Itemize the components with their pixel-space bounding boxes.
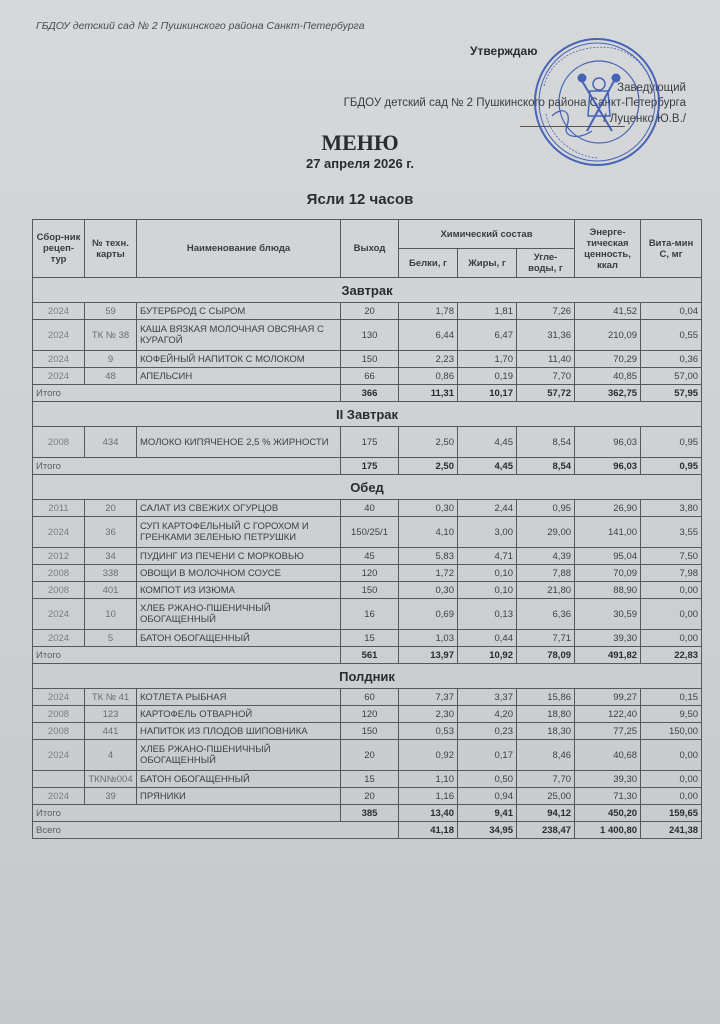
fats-cell: 0,13 — [458, 599, 517, 630]
output-cell: 15 — [341, 630, 399, 647]
output-cell: 175 — [341, 427, 399, 458]
carbs-cell: 7,71 — [517, 630, 575, 647]
dish-name-cell: БАТОН ОБОГАЩЕННЫЙ — [137, 630, 341, 647]
energy-cell: 26,90 — [575, 500, 641, 517]
total-carbs: 94,12 — [517, 805, 575, 822]
fats-cell: 4,20 — [458, 706, 517, 723]
proteins-cell: 7,37 — [399, 689, 458, 706]
fats-cell: 0,94 — [458, 788, 517, 805]
carbs-cell: 8,46 — [517, 740, 575, 771]
proteins-cell: 2,50 — [399, 427, 458, 458]
total-label: Итого — [33, 805, 341, 822]
meal-section-row — [33, 278, 702, 303]
grand-total-proteins: 41,18 — [399, 822, 458, 839]
proteins-cell: 1,16 — [399, 788, 458, 805]
dish-row — [33, 500, 702, 517]
section-total-row — [33, 805, 702, 822]
group-name: Ясли 12 часов — [306, 191, 414, 208]
head-role: Заведующий — [617, 82, 686, 94]
grand-total-vitamin-c: 241,38 — [641, 822, 702, 839]
carbs-cell: 6,36 — [517, 599, 575, 630]
recipe-collection-cell: 2024 — [33, 303, 85, 320]
recipe-collection-cell: 2008 — [33, 706, 85, 723]
output-cell: 16 — [341, 599, 399, 630]
dish-name-cell: ПРЯНИКИ — [137, 788, 341, 805]
output-cell: 150 — [341, 723, 399, 740]
fats-cell: 3,00 — [458, 517, 517, 548]
total-energy: 362,75 — [575, 385, 641, 402]
dish-name-cell: КОФЕЙНЫЙ НАПИТОК С МОЛОКОМ — [137, 351, 341, 368]
head-organization: ГБДОУ детский сад № 2 Пушкинского района Санкт-Петербурга — [343, 97, 686, 109]
dish-name-cell: БУТЕРБРОД С СЫРОМ — [137, 303, 341, 320]
output-cell: 66 — [341, 368, 399, 385]
vitamin-c-cell: 150,00 — [641, 723, 702, 740]
output-cell: 60 — [341, 689, 399, 706]
recipe-collection-cell: 2008 — [33, 565, 85, 582]
grand-total-label: Всего — [33, 822, 399, 839]
dish-row — [33, 351, 702, 368]
fats-cell: 3,37 — [458, 689, 517, 706]
dish-name-cell: АПЕЛЬСИН — [137, 368, 341, 385]
dish-row — [33, 303, 702, 320]
tech-card-cell: 338 — [85, 565, 137, 582]
carbs-cell: 11,40 — [517, 351, 575, 368]
vitamin-c-cell: 0,00 — [641, 582, 702, 599]
fats-cell: 1,81 — [458, 303, 517, 320]
fats-cell: 2,44 — [458, 500, 517, 517]
carbs-cell: 7,26 — [517, 303, 575, 320]
section-total-row — [33, 647, 702, 664]
fats-cell: 0,10 — [458, 582, 517, 599]
proteins-cell: 0,53 — [399, 723, 458, 740]
recipe-collection-cell: 2024 — [33, 368, 85, 385]
column-header-tech-card: № техн. карты — [85, 220, 137, 278]
menu-table — [32, 219, 702, 839]
tech-card-cell: ТК № 41 — [85, 689, 137, 706]
total-fats: 4,45 — [458, 458, 517, 475]
dish-row — [33, 599, 702, 630]
carbs-cell: 21,80 — [517, 582, 575, 599]
carbs-cell: 7,70 — [517, 771, 575, 788]
total-vitamin-c: 57,95 — [641, 385, 702, 402]
vitamin-c-cell: 3,80 — [641, 500, 702, 517]
carbs-cell: 18,80 — [517, 706, 575, 723]
total-output: 385 — [341, 805, 399, 822]
total-proteins: 13,40 — [399, 805, 458, 822]
column-header-output: Выход — [341, 220, 399, 278]
recipe-collection-cell: 2024 — [33, 689, 85, 706]
column-header-vitamin-c: Вита-мин С, мг — [641, 220, 702, 278]
energy-cell: 88,90 — [575, 582, 641, 599]
total-proteins: 11,31 — [399, 385, 458, 402]
energy-cell: 70,09 — [575, 565, 641, 582]
dish-row — [33, 740, 702, 771]
total-proteins: 13,97 — [399, 647, 458, 664]
carbs-cell: 15,86 — [517, 689, 575, 706]
meal-section-row — [33, 664, 702, 689]
column-header-proteins: Белки, г — [399, 249, 458, 278]
energy-cell: 141,00 — [575, 517, 641, 548]
total-carbs: 8,54 — [517, 458, 575, 475]
dish-name-cell: КОМПОТ ИЗ ИЗЮМА — [137, 582, 341, 599]
dish-row — [33, 771, 702, 788]
output-cell: 120 — [341, 706, 399, 723]
grand-total-row — [33, 822, 702, 839]
dish-row — [33, 517, 702, 548]
vitamin-c-cell: 9,50 — [641, 706, 702, 723]
section-total-row — [33, 458, 702, 475]
proteins-cell: 0,30 — [399, 582, 458, 599]
recipe-collection-cell: 2011 — [33, 500, 85, 517]
dish-name-cell: КАША ВЯЗКАЯ МОЛОЧНАЯ ОВСЯНАЯ С КУРАГОЙ — [137, 320, 341, 351]
tech-card-cell: 9 — [85, 351, 137, 368]
meal-section-title: II Завтрак — [33, 402, 702, 427]
vitamin-c-cell: 0,00 — [641, 788, 702, 805]
dish-name-cell: МОЛОКО КИПЯЧЕНОЕ 2,5 % ЖИРНОСТИ — [137, 427, 341, 458]
proteins-cell: 0,86 — [399, 368, 458, 385]
fats-cell: 0,17 — [458, 740, 517, 771]
energy-cell: 70,29 — [575, 351, 641, 368]
column-header-dish-name: Наименование блюда — [137, 220, 341, 278]
dish-row — [33, 689, 702, 706]
recipe-collection-cell: 2024 — [33, 351, 85, 368]
carbs-cell: 4,39 — [517, 548, 575, 565]
energy-cell: 39,30 — [575, 771, 641, 788]
proteins-cell: 4,10 — [399, 517, 458, 548]
vitamin-c-cell: 7,50 — [641, 548, 702, 565]
energy-cell: 95,04 — [575, 548, 641, 565]
dish-row — [33, 427, 702, 458]
vitamin-c-cell: 0,36 — [641, 351, 702, 368]
energy-cell: 77,25 — [575, 723, 641, 740]
section-total-row — [33, 385, 702, 402]
vitamin-c-cell: 0,15 — [641, 689, 702, 706]
tech-card-cell: 5 — [85, 630, 137, 647]
total-label: Итого — [33, 647, 341, 664]
dish-name-cell: НАПИТОК ИЗ ПЛОДОВ ШИПОВНИКА — [137, 723, 341, 740]
proteins-cell: 5,83 — [399, 548, 458, 565]
carbs-cell: 7,88 — [517, 565, 575, 582]
proteins-cell: 1,78 — [399, 303, 458, 320]
vitamin-c-cell: 0,00 — [641, 740, 702, 771]
energy-cell: 30,59 — [575, 599, 641, 630]
total-fats: 9,41 — [458, 805, 517, 822]
meal-section-title: Полдник — [33, 664, 702, 689]
dish-row — [33, 548, 702, 565]
vitamin-c-cell: 0,95 — [641, 427, 702, 458]
dish-row — [33, 582, 702, 599]
vitamin-c-cell: 57,00 — [641, 368, 702, 385]
column-header-collection: Сбор-ник рецеп-тур — [33, 220, 85, 278]
tech-card-cell: ТК № 38 — [85, 320, 137, 351]
total-label: Итого — [33, 385, 341, 402]
output-cell: 20 — [341, 303, 399, 320]
tech-card-cell: 48 — [85, 368, 137, 385]
vitamin-c-cell: 3,55 — [641, 517, 702, 548]
total-proteins: 2,50 — [399, 458, 458, 475]
tech-card-cell: 34 — [85, 548, 137, 565]
vitamin-c-cell: 0,00 — [641, 771, 702, 788]
meal-section-title: Обед — [33, 475, 702, 500]
recipe-collection-cell: 2024 — [33, 320, 85, 351]
meal-section-row — [33, 402, 702, 427]
organization-header: ГБДОУ детский сад № 2 Пушкинского района Санкт-Петербурга — [36, 20, 365, 32]
output-cell: 15 — [341, 771, 399, 788]
column-header-energy: Энерге-тическая ценность, ккал — [575, 220, 641, 278]
dish-name-cell: ОВОЩИ В МОЛОЧНОМ СОУСЕ — [137, 565, 341, 582]
total-energy: 96,03 — [575, 458, 641, 475]
carbs-cell: 0,95 — [517, 500, 575, 517]
dish-row — [33, 630, 702, 647]
tech-card-cell: 123 — [85, 706, 137, 723]
recipe-collection-cell: 2024 — [33, 788, 85, 805]
energy-cell: 96,03 — [575, 427, 641, 458]
menu-date: 27 апреля 2026 г. — [305, 156, 415, 171]
fats-cell: 0,10 — [458, 565, 517, 582]
tech-card-cell: 401 — [85, 582, 137, 599]
proteins-cell: 0,30 — [399, 500, 458, 517]
recipe-collection-cell: 2024 — [33, 599, 85, 630]
meal-section-row — [33, 475, 702, 500]
recipe-collection-cell: 2008 — [33, 723, 85, 740]
total-fats: 10,92 — [458, 647, 517, 664]
vitamin-c-cell: 0,04 — [641, 303, 702, 320]
total-label: Итого — [33, 458, 341, 475]
page-title: МЕНЮ — [321, 130, 399, 155]
total-output: 175 — [341, 458, 399, 475]
proteins-cell: 0,92 — [399, 740, 458, 771]
vitamin-c-cell: 0,00 — [641, 630, 702, 647]
proteins-cell: 2,30 — [399, 706, 458, 723]
recipe-collection-cell — [33, 771, 85, 788]
grand-total-carbs: 238,47 — [517, 822, 575, 839]
tech-card-cell: 4 — [85, 740, 137, 771]
dish-name-cell: САЛАТ ИЗ СВЕЖИХ ОГУРЦОВ — [137, 500, 341, 517]
signature-line — [520, 126, 625, 127]
grand-total-fats: 34,95 — [458, 822, 517, 839]
recipe-collection-cell: 2024 — [33, 517, 85, 548]
dish-name-cell: ХЛЕБ РЖАНО-ПШЕНИЧНЫЙ ОБОГАЩЕННЫЙ — [137, 740, 341, 771]
output-cell: 20 — [341, 740, 399, 771]
proteins-cell: 1,72 — [399, 565, 458, 582]
fats-cell: 0,23 — [458, 723, 517, 740]
energy-cell: 39,30 — [575, 630, 641, 647]
output-cell: 120 — [341, 565, 399, 582]
total-carbs: 57,72 — [517, 385, 575, 402]
total-output: 561 — [341, 647, 399, 664]
energy-cell: 99,27 — [575, 689, 641, 706]
proteins-cell: 1,03 — [399, 630, 458, 647]
carbs-cell: 31,36 — [517, 320, 575, 351]
vitamin-c-cell: 0,55 — [641, 320, 702, 351]
output-cell: 40 — [341, 500, 399, 517]
energy-cell: 210,09 — [575, 320, 641, 351]
recipe-collection-cell: 2024 — [33, 740, 85, 771]
total-energy: 491,82 — [575, 647, 641, 664]
vitamin-c-cell: 0,00 — [641, 599, 702, 630]
output-cell: 20 — [341, 788, 399, 805]
output-cell: 130 — [341, 320, 399, 351]
fats-cell: 0,44 — [458, 630, 517, 647]
total-energy: 450,20 — [575, 805, 641, 822]
total-vitamin-c: 0,95 — [641, 458, 702, 475]
carbs-cell: 7,70 — [517, 368, 575, 385]
carbs-cell: 25,00 — [517, 788, 575, 805]
dish-row — [33, 368, 702, 385]
grand-total-energy: 1 400,80 — [575, 822, 641, 839]
dish-row — [33, 320, 702, 351]
tech-card-cell: 10 — [85, 599, 137, 630]
proteins-cell: 0,69 — [399, 599, 458, 630]
proteins-cell: 6,44 — [399, 320, 458, 351]
proteins-cell: 2,23 — [399, 351, 458, 368]
output-cell: 150/25/1 — [341, 517, 399, 548]
dish-row — [33, 723, 702, 740]
carbs-cell: 29,00 — [517, 517, 575, 548]
recipe-collection-cell: 2008 — [33, 582, 85, 599]
dish-row — [33, 565, 702, 582]
recipe-collection-cell: 2024 — [33, 630, 85, 647]
tech-card-cell: 39 — [85, 788, 137, 805]
output-cell: 150 — [341, 582, 399, 599]
dish-name-cell: ПУДИНГ ИЗ ПЕЧЕНИ С МОРКОВЬЮ — [137, 548, 341, 565]
output-cell: 150 — [341, 351, 399, 368]
dish-name-cell: БАТОН ОБОГАЩЕННЫЙ — [137, 771, 341, 788]
carbs-cell: 18,30 — [517, 723, 575, 740]
column-header-chemical-composition: Химический состав — [399, 220, 575, 249]
energy-cell: 41,52 — [575, 303, 641, 320]
tech-card-cell: 36 — [85, 517, 137, 548]
fats-cell: 4,45 — [458, 427, 517, 458]
energy-cell: 40,85 — [575, 368, 641, 385]
column-header-carbs: Угле-воды, г — [517, 249, 575, 278]
fats-cell: 0,50 — [458, 771, 517, 788]
dish-name-cell: КОТЛЕТА РЫБНАЯ — [137, 689, 341, 706]
energy-cell: 40,68 — [575, 740, 641, 771]
fats-cell: 4,71 — [458, 548, 517, 565]
tech-card-cell: 59 — [85, 303, 137, 320]
vitamin-c-cell: 7,98 — [641, 565, 702, 582]
head-signature-name: / Луценко Ю.В./ — [603, 113, 686, 125]
total-carbs: 78,09 — [517, 647, 575, 664]
dish-row — [33, 706, 702, 723]
carbs-cell: 8,54 — [517, 427, 575, 458]
total-fats: 10,17 — [458, 385, 517, 402]
column-header-fats: Жиры, г — [458, 249, 517, 278]
energy-cell: 71,30 — [575, 788, 641, 805]
fats-cell: 0,19 — [458, 368, 517, 385]
total-output: 366 — [341, 385, 399, 402]
dish-name-cell: ХЛЕБ РЖАНО-ПШЕНИЧНЫЙ ОБОГАЩЕННЫЙ — [137, 599, 341, 630]
recipe-collection-cell: 2012 — [33, 548, 85, 565]
total-vitamin-c: 22,83 — [641, 647, 702, 664]
dish-row — [33, 788, 702, 805]
recipe-collection-cell: 2008 — [33, 427, 85, 458]
energy-cell: 122,40 — [575, 706, 641, 723]
approval-label: Утверждаю — [470, 44, 538, 58]
fats-cell: 1,70 — [458, 351, 517, 368]
fats-cell: 6,47 — [458, 320, 517, 351]
tech-card-cell: 434 — [85, 427, 137, 458]
tech-card-cell: 441 — [85, 723, 137, 740]
dish-name-cell: КАРТОФЕЛЬ ОТВАРНОЙ — [137, 706, 341, 723]
tech-card-cell: ТКN№004 — [85, 771, 137, 788]
proteins-cell: 1,10 — [399, 771, 458, 788]
output-cell: 45 — [341, 548, 399, 565]
tech-card-cell: 20 — [85, 500, 137, 517]
total-vitamin-c: 159,65 — [641, 805, 702, 822]
meal-section-title: Завтрак — [33, 278, 702, 303]
dish-name-cell: СУП КАРТОФЕЛЬНЫЙ С ГОРОХОМ И ГРЕНКАМИ ЗЕЛЕНЬЮ ПЕТРУШКИ — [137, 517, 341, 548]
